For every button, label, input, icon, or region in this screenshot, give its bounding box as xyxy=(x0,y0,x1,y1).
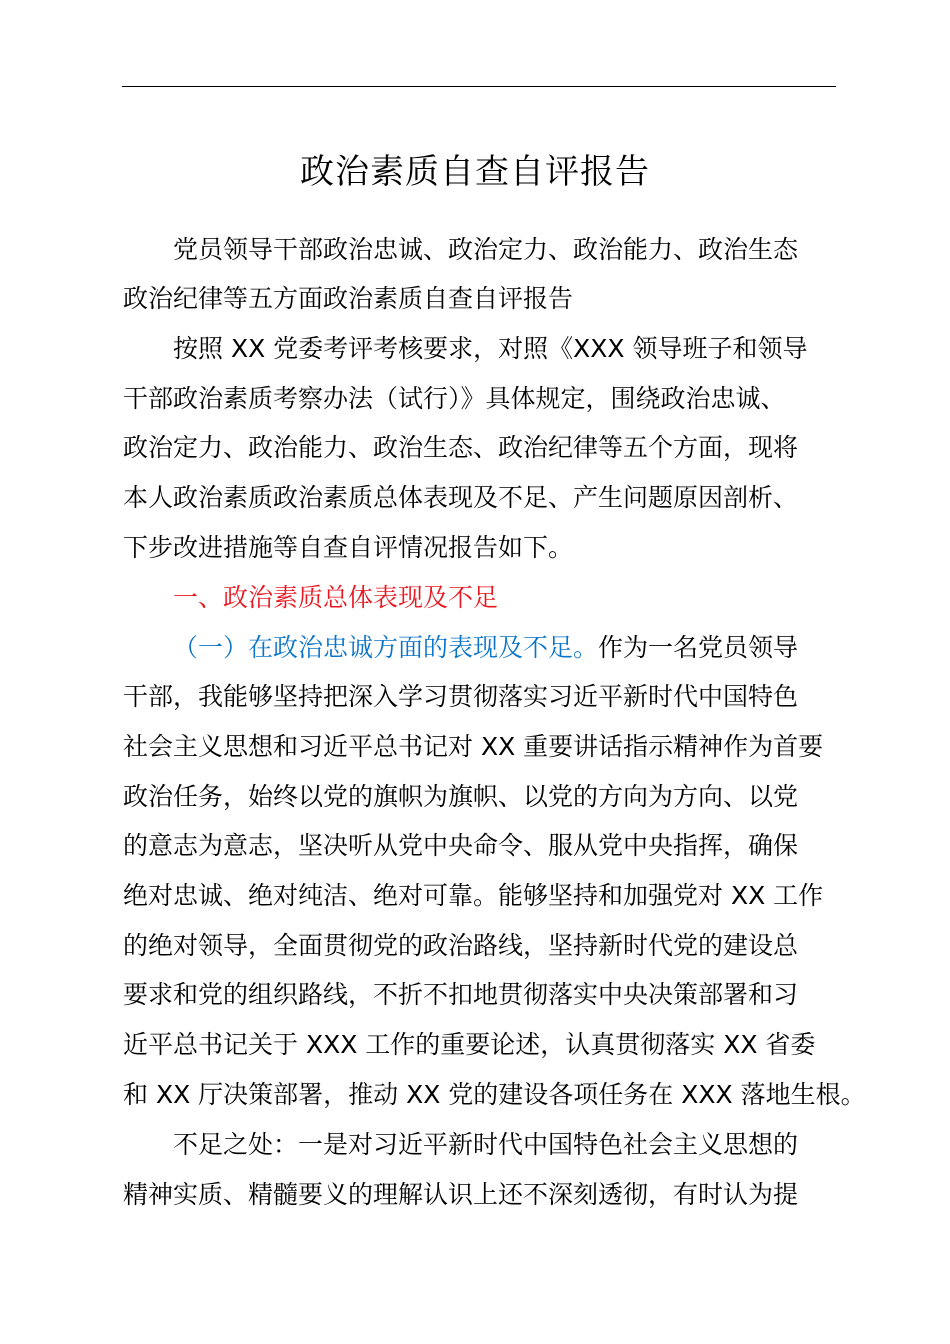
body-line-8: 近平总书记关于 XXX 工作的重要论述，认真贯彻落实 XX 省委 xyxy=(123,1030,816,1059)
body-line-9: 和 XX 厅决策部署，推动 XX 党的建设各项任务在 XXX 落地生根。 xyxy=(123,1080,866,1109)
shortcoming-line-1: 不足之处：一是对习近平新时代中国特色社会主义思想的 xyxy=(173,1130,799,1159)
section-heading: 一、政治素质总体表现及不足 xyxy=(173,583,499,612)
body-line-2: 社会主义思想和习近平总书记对 XX 重要讲话指示精神作为首要 xyxy=(123,732,824,761)
body-line-6: 的绝对领导，全面贯彻党的政治路线，坚持新时代党的建设总 xyxy=(123,931,799,960)
subsection-line-1 xyxy=(173,631,798,665)
body-line-3: 政治任务，始终以党的旗帜为旗帜、以党的方向为方向、以党 xyxy=(123,782,799,811)
intro-line-2: 干部政治素质考察办法（试行）》具体规定，围绕政治忠诚、 xyxy=(123,384,786,413)
intro-line-3: 政治定力、政治能力、政治生态、政治纪律等五个方面，现将 xyxy=(123,433,799,462)
intro-line-4: 本人政治素质政治素质总体表现及不足、产生问题原因剖析、 xyxy=(123,483,799,512)
body-line-7: 要求和党的组织路线，不折不扣地贯彻落实中央决策部署和习 xyxy=(123,980,799,1009)
body-line-1: 干部，我能够坚持把深入学习贯彻落实习近平新时代中国特色 xyxy=(123,682,799,711)
body-line-5: 绝对忠诚、绝对纯洁、绝对可靠。能够坚持和加强党对 XX 工作 xyxy=(123,881,824,910)
intro-line-1: 按照 XX 党委考评考核要求，对照《XXX 领导班子和领导 xyxy=(173,334,808,363)
shortcoming-line-2: 精神实质、精髓要义的理解认识上还不深刻透彻，有时认为提 xyxy=(123,1180,799,1209)
page-title: 政治素质自查自评报告 xyxy=(300,152,650,192)
intro-line-5: 下步改进措施等自查自评情况报告如下。 xyxy=(123,533,574,562)
subtitle-line-1: 党员领导干部政治忠诚、政治定力、政治能力、政治生态 xyxy=(173,235,799,264)
header-rule xyxy=(122,86,836,87)
subtitle-line-2: 政治纪律等五方面政治素质自查自评报告 xyxy=(123,284,574,313)
subsection-line-1-text: 作为一名党员领导 xyxy=(598,633,799,662)
body-line-4: 的意志为意志，坚决听从党中央命令、服从党中央指挥，确保 xyxy=(123,831,799,860)
subsection-heading: （一）在政治忠诚方面的表现及不足。 xyxy=(173,633,599,662)
